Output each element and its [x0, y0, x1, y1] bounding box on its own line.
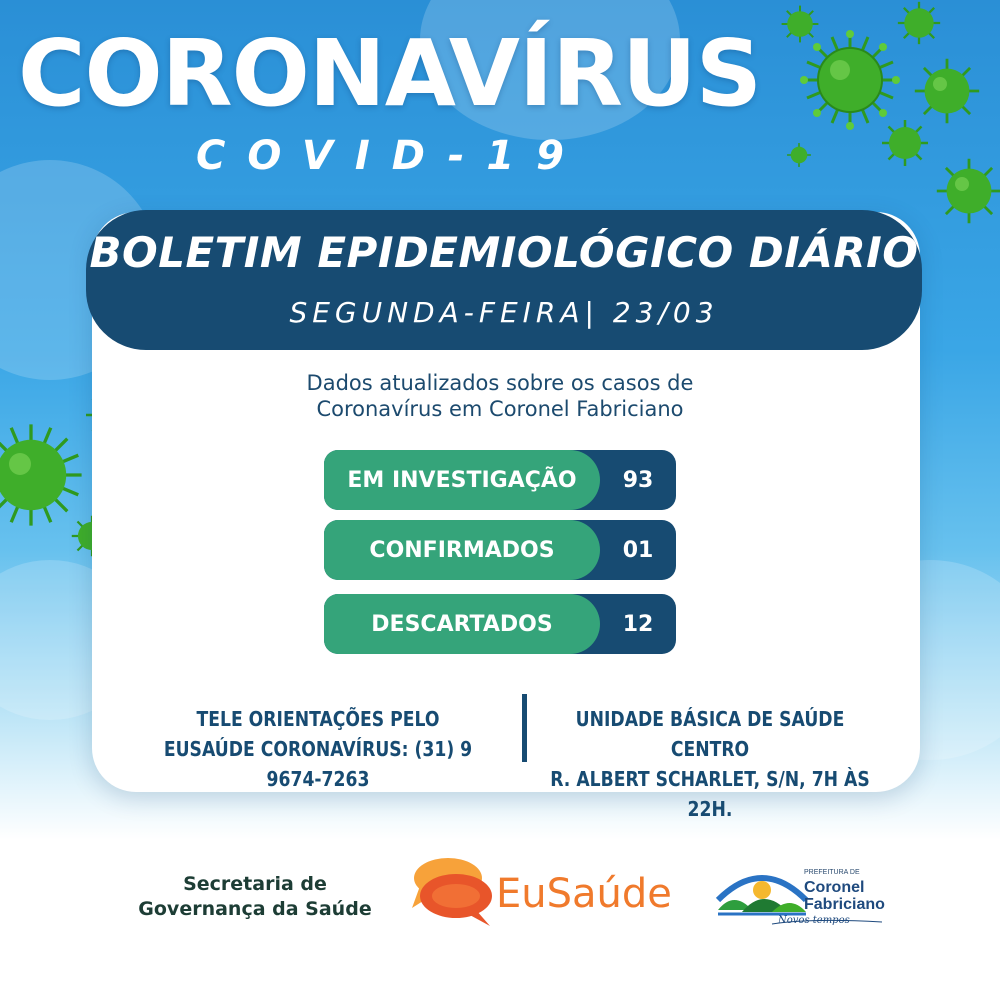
stat-descartados — [324, 594, 676, 654]
stat-value: 12 — [622, 611, 654, 637]
secretaria-label — [110, 872, 400, 922]
virus-icon — [880, 118, 930, 168]
stat-value: 93 — [622, 467, 654, 493]
ubs-info — [547, 704, 874, 824]
stat-label-box — [324, 594, 600, 654]
stat-label: EM INVESTIGAÇÃO — [347, 467, 577, 493]
tele-orientacao-info — [146, 704, 490, 794]
bulletin-title: BOLETIM EPIDEMIOLÓGICO DIÁRIO — [89, 228, 919, 277]
virus-icon — [780, 4, 820, 44]
intro-line-1: Dados atualizados sobre os casos de — [306, 371, 694, 395]
tele-orientacao-line-2: EUSAÚDE CORONAVÍRUS: (31) 9 9674-7263 — [163, 737, 473, 791]
prefeitura-name-line-1: Coronel — [804, 879, 865, 896]
stat-label: DESCARTADOS — [371, 611, 553, 637]
stat-label-box — [324, 520, 600, 580]
main-title: CORONAVÍRUS — [18, 20, 761, 127]
tele-orientacao-line-1: TELE ORIENTAÇÕES PELO — [196, 707, 440, 731]
virus-icon — [786, 142, 812, 168]
ubs-line-1: UNIDADE BÁSICA DE SAÚDE CENTRO — [575, 707, 845, 761]
virus-icon — [896, 0, 942, 46]
prefeitura-name — [804, 879, 885, 913]
stat-confirmados — [324, 520, 676, 580]
info-divider — [522, 694, 527, 762]
virus-icon — [800, 30, 900, 130]
stat-em-investigacao — [324, 450, 676, 510]
bulletin-date: SEGUNDA-FEIRA| 23/03 — [289, 296, 719, 329]
stat-label: CONFIRMADOS — [369, 537, 555, 563]
virus-icon — [934, 156, 1000, 226]
secretaria-line-2: Governança da Saúde — [138, 898, 372, 920]
prefeitura-slogan: Novos tempos — [778, 915, 850, 926]
eusaude-logo-text: EuSaúde — [496, 871, 672, 917]
secretaria-line-1: Secretaria de — [183, 873, 327, 895]
bulletin-intro — [200, 370, 800, 422]
prefeitura-name-line-2: Fabriciano — [804, 896, 885, 913]
prefeitura-small-label: PREFEITURA DE — [804, 869, 860, 876]
stat-value: 01 — [622, 537, 654, 563]
intro-line-2: Coronavírus em Coronel Fabriciano — [316, 397, 684, 421]
stat-label-box — [324, 450, 600, 510]
main-subtitle: COVID-19 — [196, 133, 586, 179]
ubs-line-2: R. ALBERT SCHARLET, S/N, 7H ÀS 22H. — [550, 767, 870, 821]
virus-icon — [912, 56, 982, 126]
